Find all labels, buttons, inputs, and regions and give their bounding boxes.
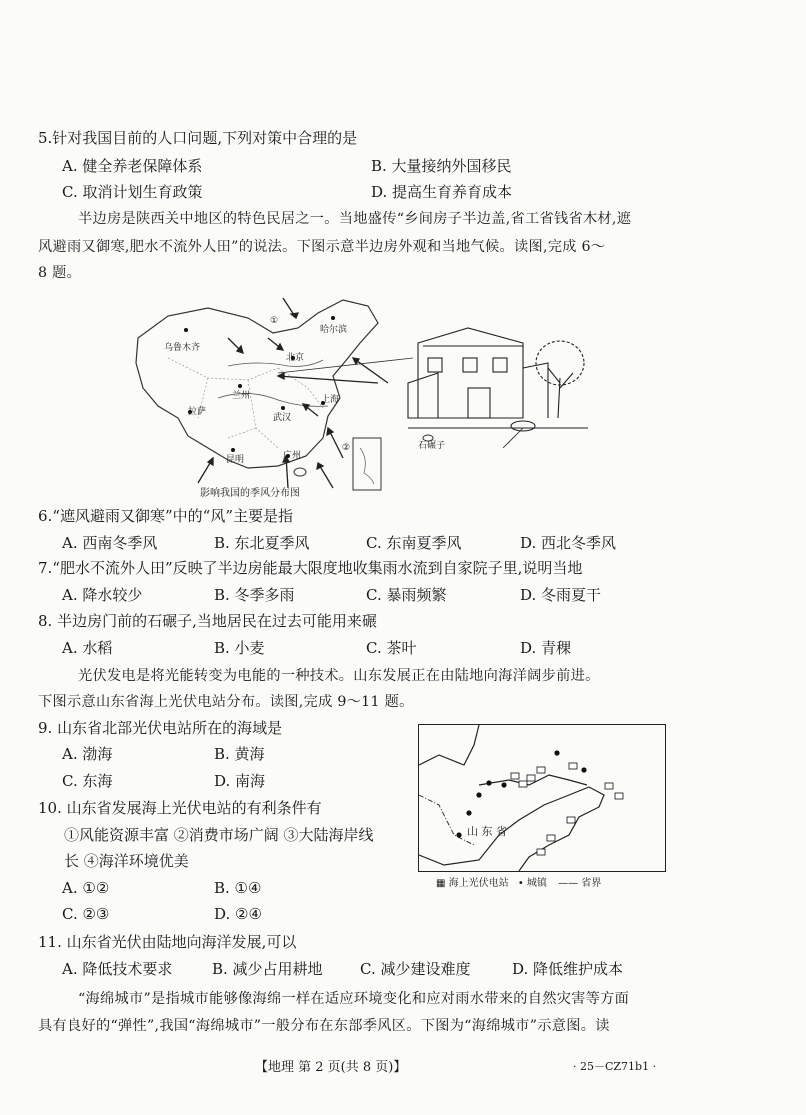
city-dot-icon: • bbox=[517, 878, 524, 889]
city-label: 上海 bbox=[321, 395, 340, 405]
q7-option-b: B. 冬季多雨 bbox=[214, 586, 295, 604]
city-label: 拉萨 bbox=[188, 407, 207, 417]
q10-stem: 10. 山东省发展海上光伏电站的有利条件有 bbox=[38, 799, 322, 817]
q10-option-b: B. ①④ bbox=[214, 879, 262, 897]
city-label: 乌鲁木齐 bbox=[164, 343, 201, 353]
q5-stem: 5.针对我国目前的人口问题,下列对策中合理的是 bbox=[38, 129, 358, 147]
border-line-icon: —— bbox=[558, 878, 579, 889]
legend-border-label: 省界 bbox=[581, 878, 602, 889]
pv-station-icon: ▦ bbox=[436, 878, 446, 889]
passage1-line3: 8 题。 bbox=[38, 265, 82, 281]
q9-option-d: D. 南海 bbox=[214, 772, 266, 790]
province-label: 山 东 省 bbox=[467, 825, 507, 838]
city-label: 北京 bbox=[286, 353, 305, 363]
q6-option-b: B. 东北夏季风 bbox=[214, 534, 310, 552]
q7-stem: 7.“肥水不流外人田”反映了半边房能最大限度地收集雨水流到自家院子里,说明当地 bbox=[38, 559, 583, 577]
q10-option-c: C. ②③ bbox=[62, 905, 110, 923]
q10-conditions-line2: 长 ④海洋环境优美 bbox=[64, 852, 189, 870]
q8-option-d: D. 青稞 bbox=[520, 639, 572, 657]
q8-option-c: C. 茶叶 bbox=[366, 639, 417, 657]
q6-stem: 6.“遮风避雨又御寒”中的“风”主要是指 bbox=[38, 507, 293, 525]
house-stone-roller-label: 石碾子 bbox=[418, 441, 446, 451]
q11-option-d: D. 降低维护成本 bbox=[512, 960, 624, 978]
q11-option-c: C. 减少建设难度 bbox=[360, 960, 471, 978]
q8-option-a: A. 水稻 bbox=[62, 639, 113, 657]
city-label: 哈尔滨 bbox=[320, 325, 348, 335]
passage1-line1: 半边房是陕西关中地区的特色民居之一。当地盛传“乡间房子半边盖,省工省钱省木材,遮 bbox=[78, 211, 632, 227]
shandong-map-drawing bbox=[419, 725, 665, 871]
q10-option-a: A. ①② bbox=[62, 879, 110, 897]
q9-option-b: B. 黄海 bbox=[214, 745, 265, 763]
city-label: 昆明 bbox=[226, 455, 245, 465]
q10-conditions-line1: ①风能资源丰富 ②消费市场广阔 ③大陆海岸线 bbox=[64, 826, 374, 844]
q9-option-a: A. 渤海 bbox=[62, 745, 113, 763]
legend-city-label: 城镇 bbox=[526, 878, 547, 889]
q9-stem: 9. 山东省北部光伏电站所在的海域是 bbox=[38, 719, 283, 737]
city-label: 兰州 bbox=[232, 391, 251, 401]
q11-stem: 11. 山东省光伏由陆地向海洋发展,可以 bbox=[38, 933, 297, 951]
passage2-line2: 下图示意山东省海上光伏电站分布。读图,完成 9～11 题。 bbox=[38, 694, 414, 710]
q6-option-c: C. 东南夏季风 bbox=[366, 534, 462, 552]
monsoon-map-drawing bbox=[128, 288, 588, 500]
page-footer: 【地理 第 2 页(共 8 页)】 bbox=[255, 1060, 407, 1075]
passage3-line1: “海绵城市”是指城市能够像海绵一样在适应环境变化和应对雨水带来的自然灾害等方面 bbox=[78, 991, 630, 1007]
q10-option-d: D. ②④ bbox=[214, 905, 262, 923]
passage1-line2: 风避雨又御寒,肥水不流外人田”的说法。下图示意半边房外观和当地气候。读图,完成 6～ bbox=[38, 239, 606, 255]
monsoon-figure bbox=[128, 288, 588, 500]
q5-option-a: A. 健全养老保障体系 bbox=[62, 157, 203, 175]
q5-option-b: B. 大量接纳外国移民 bbox=[371, 157, 512, 175]
q7-option-d: D. 冬雨夏干 bbox=[520, 586, 602, 604]
shandong-pv-map bbox=[418, 724, 666, 872]
q11-option-a: A. 降低技术要求 bbox=[62, 960, 173, 978]
map1-caption: 影响我国的季风分布图 bbox=[200, 488, 300, 499]
q7-option-c: C. 暴雨频繁 bbox=[366, 586, 447, 604]
city-label: 广州 bbox=[283, 451, 302, 461]
q8-stem: 8. 半边房门前的石碾子,当地居民在过去可能用来碾 bbox=[38, 612, 377, 630]
monsoon-marker: ② bbox=[342, 443, 351, 453]
q5-option-c: C. 取消计划生育政策 bbox=[62, 183, 203, 201]
city-label: 武汉 bbox=[273, 413, 292, 423]
legend-pv-label: 海上光伏电站 bbox=[448, 878, 509, 889]
q11-option-b: B. 减少占用耕地 bbox=[212, 960, 323, 978]
q8-option-b: B. 小麦 bbox=[214, 639, 265, 657]
q7-option-a: A. 降水较少 bbox=[62, 586, 143, 604]
passage2-line1: 光伏发电是将光能转变为电能的一种技术。山东发展正在由陆地向海洋阔步前进。 bbox=[78, 668, 600, 684]
q6-option-d: D. 西北冬季风 bbox=[520, 534, 617, 552]
q9-option-c: C. 东海 bbox=[62, 772, 113, 790]
passage3-line2: 具有良好的“弹性”,我国“海绵城市”一般分布在东部季风区。下图为“海绵城市”示意图。读 bbox=[38, 1018, 610, 1034]
map2-legend bbox=[436, 874, 601, 889]
monsoon-marker: ① bbox=[270, 316, 279, 326]
exam-code: · 25－CZ71b1 · bbox=[573, 1060, 657, 1073]
q5-option-d: D. 提高生育养育成本 bbox=[371, 183, 513, 201]
q6-option-a: A. 西南冬季风 bbox=[62, 534, 158, 552]
